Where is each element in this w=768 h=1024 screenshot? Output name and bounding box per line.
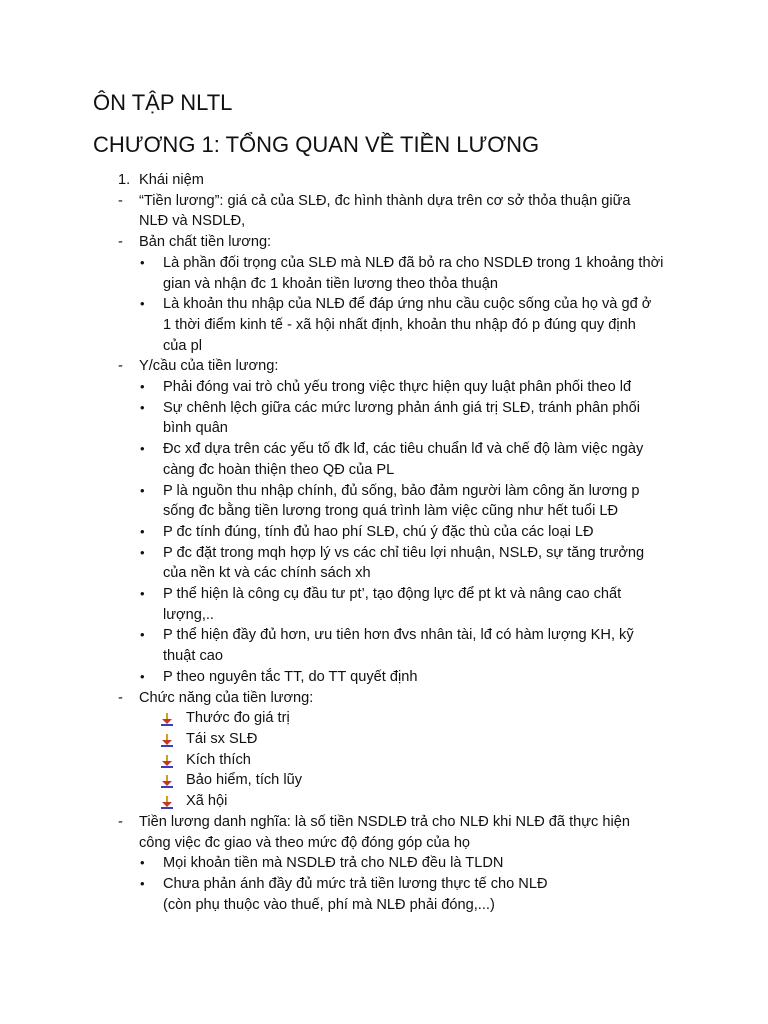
item-text-line: của nền kt và các chính sách xh [163,565,371,582]
bullet-marker: • [140,855,145,871]
item-text-line: P đc đặt trong mqh hợp lý vs các chỉ tiêu lợi nhuận, NSLĐ, sự tăng trưởng [163,544,645,561]
dash-item [0,688,768,709]
item-text-line: Bảo hiểm, tích lũy [186,772,302,789]
item-text-line: Là phần đối trọng của SLĐ mà NLĐ đã bỏ ra cho NSDLĐ trong 1 khoảng thời [163,254,664,271]
item-text-line: Bản chất tiền lương: [139,234,272,251]
item-text-line: Là khoản thu nhập của NLĐ để đáp ứng nhu cầu cuộc sống của họ và gđ ở [163,296,652,313]
item-text-line: thuật cao [163,648,224,665]
bullet-marker: • [140,627,145,643]
bullet-item [0,584,768,625]
bullet-marker: • [140,668,145,684]
item-text-line: “Tiền lương”: giá cả của SLĐ, đc hình thành dựa trên cơ sở thỏa thuận giữa [139,192,631,209]
arrow-bullet-item [0,770,768,791]
item-text-line: (còn phụ thuộc vào thuế, phí mà NLĐ phải đóng,...) [163,896,495,913]
bullet-marker: • [140,544,145,560]
item-text-line: của pl [163,337,202,354]
numbered-item [0,170,768,191]
dash-item [0,356,768,377]
item-text-line: P đc tính đúng, tính đủ hao phí SLĐ, chú ý đặc thù của các loại LĐ [163,523,594,540]
arrow-bullet-item [0,729,768,750]
dash-marker: - [118,234,123,251]
item-text-line: bình quân [163,420,228,437]
arrow-bullet-icon [160,712,174,726]
arrow-bullet-icon [160,774,174,788]
item-text-line: Y/cầu của tiền lương: [139,358,279,375]
bullet-marker: • [140,296,145,312]
item-text-line: Tái sx SLĐ [186,730,258,747]
dash-item [0,191,768,232]
bullet-item [0,398,768,439]
dash-marker: - [118,689,123,706]
bullet-marker: • [140,586,145,602]
item-text-line: Thước đo giá trị [186,710,290,727]
bullet-item [0,853,768,874]
bullet-item [0,625,768,666]
chapter-heading: CHƯƠNG 1: TỔNG QUAN VỀ TIỀN LƯƠNG [93,132,540,157]
item-text-line: Mọi khoản tiền mà NSDLĐ trả cho NLĐ đều là TLDN [163,855,504,872]
item-text-line: Phải đóng vai trò chủ yếu trong việc thực hiện quy luật phân phối theo lđ [163,379,632,396]
arrow-bullet-item [0,750,768,771]
arrow-bullet-icon [160,795,174,809]
item-text-line: P thể hiện là công cụ đầu tư pt’, tạo động lực để pt kt và nâng cao chất [163,586,622,603]
bullet-item [0,481,768,522]
item-text-line: Sự chênh lệch giữa các mức lương phản ánh giá trị SLĐ, tránh phân phối [163,399,641,416]
dash-marker: - [118,358,123,375]
bullet-item [0,543,768,584]
item-number: 1. [118,172,131,188]
item-text-line: Khái niệm [139,172,204,188]
item-text-line: NLĐ và NSDLĐ, [139,213,246,230]
bullet-marker: • [140,441,145,457]
item-text-line: càng đc hoàn thiện theo QĐ của PL [163,461,395,478]
item-text-line: lượng,.. [163,606,214,623]
bullet-marker: • [140,254,145,270]
bullet-item [0,439,768,480]
bullet-item [0,874,768,915]
dash-item [0,232,768,253]
item-text-line: Xã hội [186,793,228,810]
arrow-bullet-icon [160,754,174,768]
bullet-item [0,253,768,294]
item-text-line: công việc đc giao và theo mức độ đóng góp của họ [139,834,471,851]
item-text-line: P thể hiện đầy đủ hơn, ưu tiên hơn đvs nhân tài, lđ có hàm lượng KH, kỹ [163,627,634,644]
bullet-item [0,294,768,356]
item-text-line: Tiền lương danh nghĩa: là số tiền NSDLĐ trả cho NLĐ khi NLĐ đã thực hiện [139,813,630,830]
arrow-bullet-item [0,791,768,812]
bullet-item [0,667,768,688]
dash-item [0,812,768,853]
bullet-marker: • [140,875,145,891]
item-text-line: sống đc bằng tiền lương trong quá trình làm việc cũng như hết tuổi LĐ [163,503,619,520]
item-text-line: P theo nguyên tắc TT, do TT quyết định [163,668,418,685]
bullet-marker: • [140,399,145,415]
item-text-line: Kích thích [186,751,251,768]
item-text-line: Chưa phản ánh đầy đủ mức trả tiền lương thực tế cho NLĐ [163,875,548,892]
bullet-marker: • [140,523,145,539]
item-text-line: Chức năng của tiền lương: [139,689,314,706]
item-text-line: P là nguồn thu nhập chính, đủ sống, bảo đảm người làm công ăn lương p [163,482,640,499]
arrow-bullet-item [0,708,768,729]
arrow-bullet-icon [160,733,174,747]
item-text-line: Đc xđ dựa trên các yếu tố đk lđ, các tiêu chuẩn lđ và chế độ làm việc ngày [163,441,644,458]
dash-marker: - [118,813,123,830]
item-text-line: 1 thời điểm kinh tế - xã hội nhất định, khoản thu nhập đó p đúng quy định [163,316,636,333]
bullet-item [0,377,768,398]
document-title: ÔN TẬP NLTL [93,90,233,115]
bullet-marker: • [140,482,145,498]
item-text-line: gian và nhận đc 1 khoản tiền lương theo thỏa thuận [163,275,498,292]
bullet-item [0,522,768,543]
bullet-marker: • [140,379,145,395]
dash-marker: - [118,192,123,209]
document-body [0,170,768,915]
